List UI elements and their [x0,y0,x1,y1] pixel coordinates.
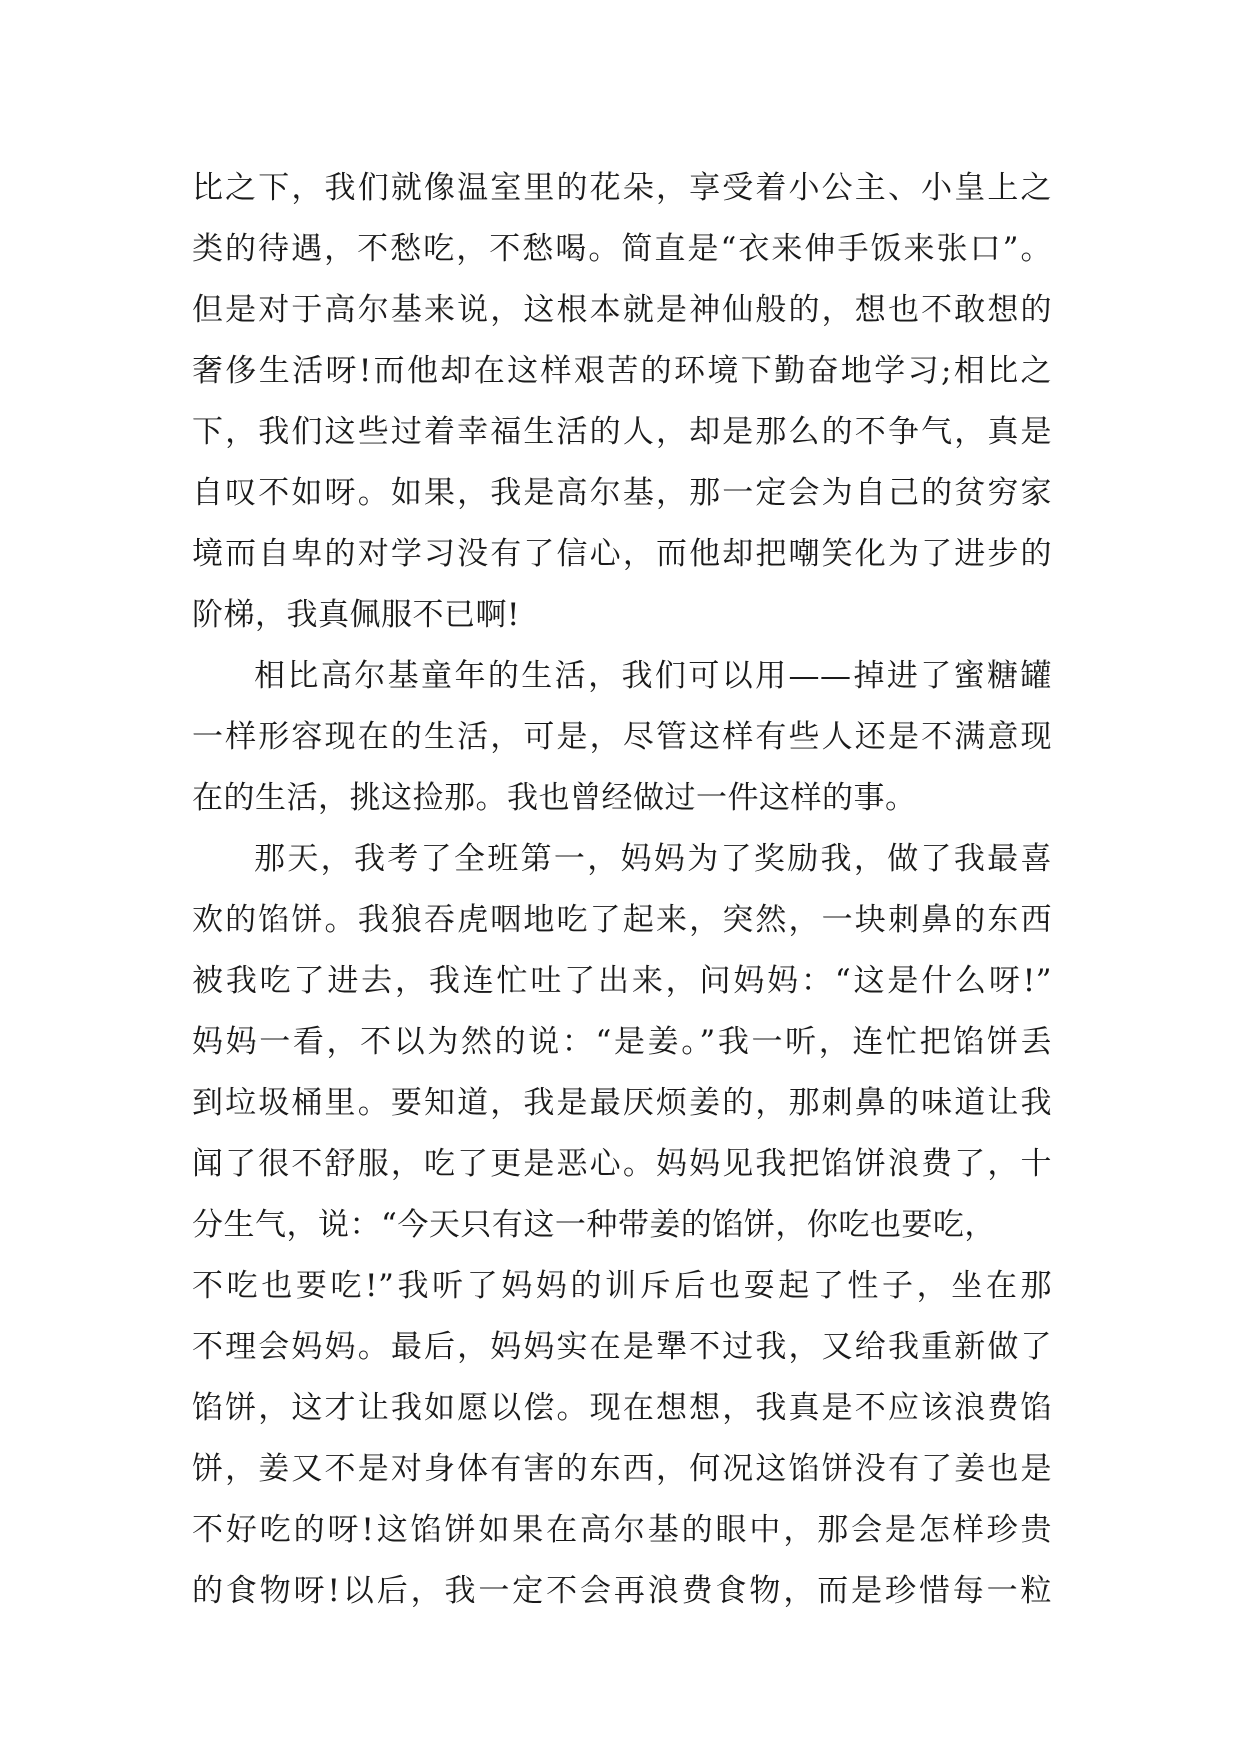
text-line: 欢的馅饼。我狼吞虎咽地吃了起来，突然，一块刺鼻的东西 [192,902,1052,938]
document-body [192,158,1052,1622]
text-line: 妈妈一看，不以为然的说：“是姜。”我一听，连忙把馅饼丢 [192,1024,1052,1060]
paragraph-start-line: 相比高尔基童年的生活，我们可以用——掉进了蜜糖罐 [254,658,1052,694]
text-line: 分生气，说：“今天只有这一种带姜的馅饼，你吃也要吃， [192,1207,996,1243]
paragraph-start-line: 那天，我考了全班第一，妈妈为了奖励我，做了我最喜 [254,841,1052,877]
text-line: 但是对于高尔基来说，这根本就是神仙般的，想也不敢想的 [192,292,1052,328]
text-line: 奢侈生活呀!而他却在这样艰苦的环境下勤奋地学习;相比之 [192,353,1052,389]
text-line: 境而自卑的对学习没有了信心，而他却把嘲笑化为了进步的 [192,536,1052,572]
text-line: 自叹不如呀。如果，我是高尔基，那一定会为自己的贫穷家 [192,475,1052,511]
text-line: 比之下，我们就像温室里的花朵，享受着小公主、小皇上之 [192,170,1052,206]
text-line: 不吃也要吃!”我听了妈妈的训斥后也耍起了性子，坐在那 [192,1268,1052,1304]
text-line: 一样形容现在的生活，可是，尽管这样有些人还是不满意现 [192,719,1052,755]
text-line: 下，我们这些过着幸福生活的人，却是那么的不争气，真是 [192,414,1052,450]
text-line: 阶梯，我真佩服不已啊! [192,597,520,633]
text-line: 到垃圾桶里。要知道，我是最厌烦姜的，那刺鼻的味道让我 [192,1085,1052,1121]
text-line: 闻了很不舒服，吃了更是恶心。妈妈见我把馅饼浪费了，十 [192,1146,1052,1182]
text-line: 的食物呀!以后，我一定不会再浪费食物，而是珍惜每一粒 [192,1573,1052,1609]
text-line: 不理会妈妈。最后，妈妈实在是犟不过我，又给我重新做了 [192,1329,1052,1365]
text-line: 被我吃了进去，我连忙吐了出来，问妈妈：“这是什么呀!” [192,963,1052,999]
text-line: 类的待遇，不愁吃，不愁喝。简直是“衣来伸手饭来张口”。 [192,231,1052,267]
text-line: 饼，姜又不是对身体有害的东西，何况这馅饼没有了姜也是 [192,1451,1052,1487]
text-line: 在的生活，挑这捡那。我也曾经做过一件这样的事。 [192,780,917,816]
text-line: 馅饼，这才让我如愿以偿。现在想想，我真是不应该浪费馅 [192,1390,1052,1426]
text-line: 不好吃的呀!这馅饼如果在高尔基的眼中，那会是怎样珍贵 [192,1512,1052,1548]
